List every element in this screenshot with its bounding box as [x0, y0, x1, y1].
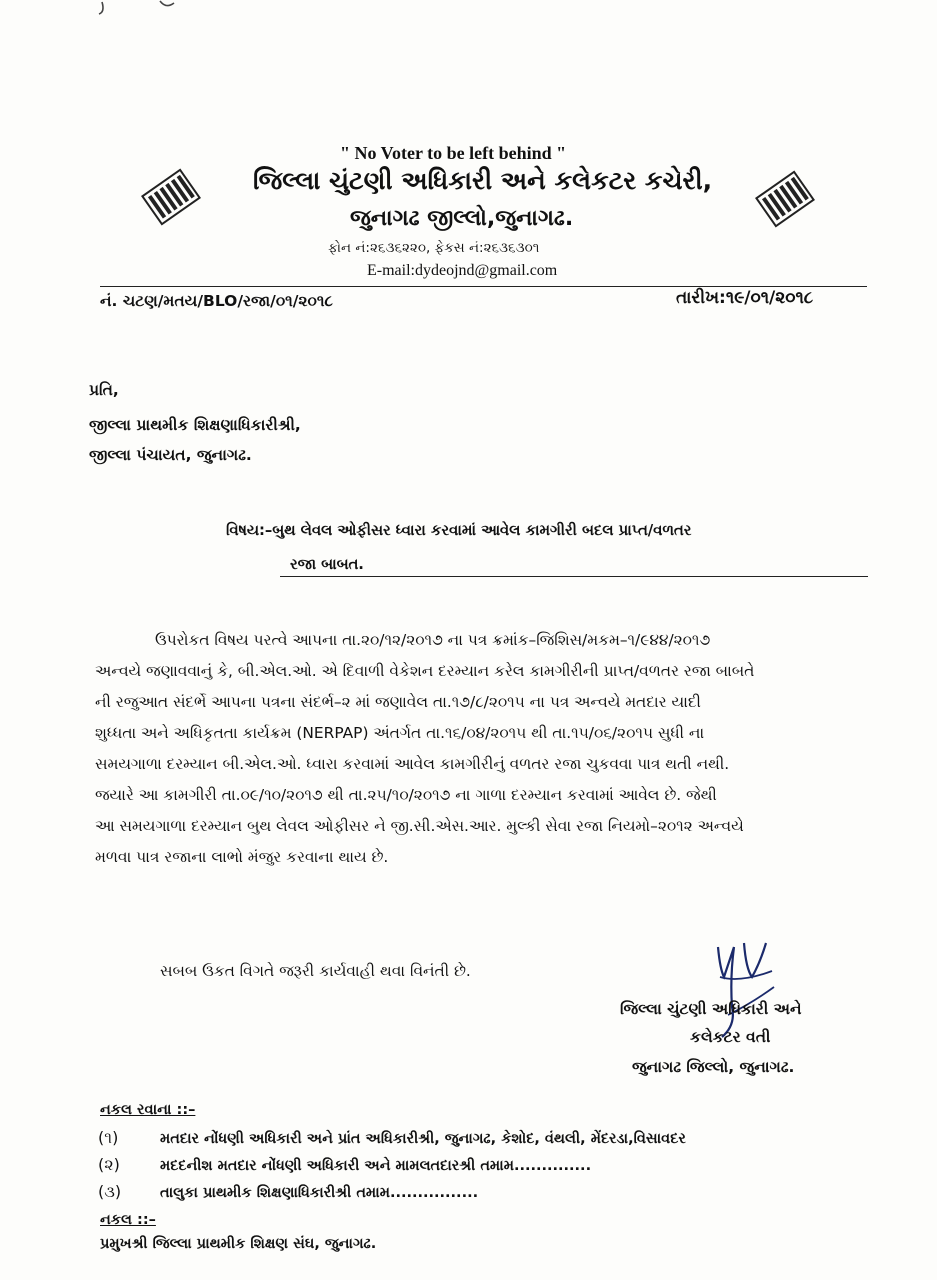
voting-machine-emblem-left-icon — [140, 166, 202, 228]
copy-item-text: તાલુકા પ્રાથમીક શિક્ષણાધિકારીશ્રી તમામ................ — [160, 1185, 479, 1201]
office-title: જિલ્લા ચુંટણી અધિકારી અને કલેકટર કચેરી, — [253, 166, 713, 195]
signatory-location: જુનાગઢ જિલ્લો, જુનાગઢ. — [632, 1058, 795, 1076]
letter-date: તારીખ:૧૯/૦૧/૨૦૧૮ — [676, 288, 814, 308]
copy-item-number: (૨) — [98, 1155, 120, 1174]
subject-line: વિષય:–બુથ લેવલ ઓફીસર ધ્વારા કરવામાં આવેલ કામગીરી બદલ પ્રાપ્ત/વળતર — [226, 522, 692, 539]
letter-body — [95, 625, 870, 873]
body-line: સમયગાળા દરમ્યાન બી.એલ.ઓ. ધ્વારા કરવામાં આવેલ કામગીરીનું વળતર રજા ચુકવવા પાત્ર થતી નથી. — [95, 755, 730, 773]
signatory-designation: જિલ્લા ચુંટણી અધિકારી અને — [620, 1000, 802, 1018]
reference-number: નં. ચટણ/મતય/BLO/રજા/૦૧/૨૦૧૮ — [100, 292, 333, 310]
pen-scribble — [60, 0, 180, 22]
closing-request: સબબ ઉકત વિગતે જરૂરી કાર્યવાહી થવા વિનંતી છે. — [160, 962, 471, 980]
body-line: અન્વયે જણાવવાનું કે, બી.એલ.ઓ. એ દિવાળી વેકેશન દરમ્યાન કરેલ કામગીરીની પ્રાપ્ત/વળતર રજા બાબતે — [95, 662, 755, 680]
body-line: ની રજુઆત સંદર્ભે આપના પત્રના સંદર્ભ–૨ માં જણાવેલ તા.૧૭/૮/૨૦૧૫ ના પત્ર અન્વયે મતદાર યાદી — [95, 693, 701, 711]
slogan: " No Voter to be left behind " — [340, 143, 567, 163]
body-line: આ સમયગાળા દરમ્યાન બુથ લેવલ ઓફીસર ને જી.સી.એસ.આર. મુલ્કી સેવા રજા નિયમો–૨૦૧૨ અન્વયે — [95, 817, 744, 835]
copy-item-text: મદદનીશ મતદાર નોંધણી અધિકારી અને મામલતદારશ્રી તમામ.............. — [160, 1158, 592, 1174]
copy-to-heading: નકલ રવાના ::– — [100, 1102, 196, 1118]
subject-rule — [280, 576, 868, 577]
email: E-mail:dydeojnd@gmail.com — [367, 262, 558, 279]
phone-fax: ફોન નં:૨૬૩૬૨૨૦, ફેકસ નં:૨૬૩૬૩૦૧ — [328, 240, 540, 256]
signatory-on-behalf: કલેકટર વતી — [690, 1028, 771, 1046]
recipient-prefix: પ્રતિ, — [89, 381, 119, 399]
body-line: મળવા પાત્ર રજાના લાભો મંજુર કરવાના થાય છે. — [95, 848, 389, 866]
office-location: જુનાગઢ જીલ્લો,જુનાગઢ. — [350, 206, 574, 231]
copy-item-number: (૩) — [98, 1182, 122, 1201]
recipient-title: જીલ્લા પ્રાથમીક શિક્ષણાધિકારીશ્રી, — [89, 416, 301, 434]
body-line: જયારે આ કામગીરી તા.૦૯/૧૦/૨૦૧૭ થી તા.૨૫/૧૦/૨૦૧૭ ના ગાળા દરમ્યાન કરવામાં આવેલ છે. જેથી — [95, 786, 717, 804]
recipient-office: જીલ્લા પંચાયત, જુનાગઢ. — [89, 446, 252, 464]
copy-item-text: મતદાર નોંધણી અધિકારી અને પ્રાંત અધિકારીશ્રી, જુનાગઢ, કેશોદ, વંથલી, મેંદરડા,વિસાવદર — [160, 1131, 686, 1147]
copy-to-item — [98, 1155, 591, 1175]
copy-recipient: પ્રમુખશ્રી જિલ્લા પ્રાથમીક શિક્ષણ સંઘ, જુનાગઢ. — [100, 1236, 377, 1252]
copy-item-number: (૧) — [98, 1128, 119, 1147]
copy-to-item — [98, 1182, 478, 1202]
voting-machine-emblem-right-icon — [754, 168, 816, 230]
header-rule — [100, 286, 867, 287]
body-line: શુધ્ધતા અને અધિકૃતતા કાર્યક્રમ (NERPAP) અંતર્ગત તા.૧૬/૦૪/૨૦૧૫ થી તા.૧૫/૦૬/૨૦૧૫ સુધી ના — [95, 724, 705, 742]
body-line: ઉપરોકત વિષય પરત્વે આપના તા.૨૦/૧૨/૨૦૧૭ ના પત્ર ક્રમાંક–જિશિસ/મકમ–૧/૯૪૪/૨૦૧૭ — [155, 631, 711, 649]
subject-continuation: રજા બાબત. — [290, 556, 364, 573]
copy-to-item — [98, 1128, 686, 1148]
handwritten-signature — [700, 935, 790, 1040]
copy-heading: નકલ ::– — [100, 1212, 156, 1228]
